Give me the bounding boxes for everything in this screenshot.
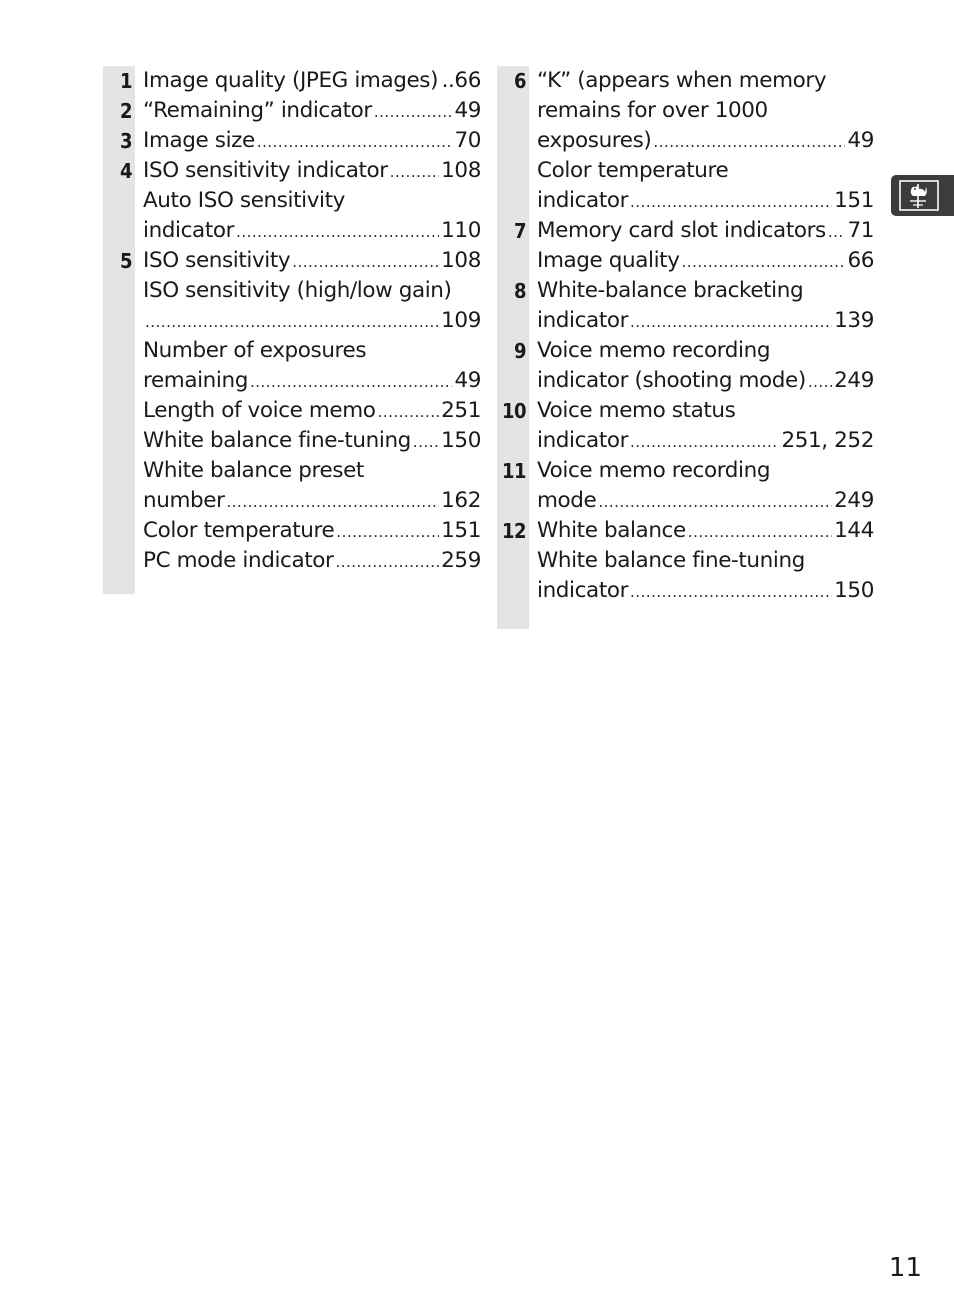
callout-number: 7 xyxy=(513,219,526,243)
callout-number: 12 xyxy=(501,519,526,543)
entry-label: remains for over 1000 xyxy=(537,98,768,123)
page-reference: 151 xyxy=(441,518,481,543)
dot-leader xyxy=(378,397,440,426)
callout-entry xyxy=(497,216,874,276)
index-line xyxy=(537,306,874,336)
page-reference: 108 xyxy=(441,248,481,273)
dot-leader xyxy=(257,127,453,156)
dot-leader xyxy=(292,247,439,276)
callout-entry xyxy=(103,96,481,126)
index-line xyxy=(537,426,874,456)
entry-label: Voice memo recording xyxy=(537,458,771,483)
index-line xyxy=(143,126,481,156)
page-reference: 71 xyxy=(847,218,874,243)
dot-leader xyxy=(413,427,439,456)
page-reference: 49 xyxy=(847,128,874,153)
page-reference: ..66 xyxy=(441,68,481,93)
page-number: 11 xyxy=(888,1253,922,1283)
page-reference: 249 xyxy=(834,368,874,393)
entry-label: PC mode indicator xyxy=(143,548,334,573)
index-line xyxy=(537,576,874,606)
callout-list-right xyxy=(497,66,874,606)
index-line xyxy=(537,216,874,246)
page-reference: 49 xyxy=(454,98,481,123)
entry-label: White balance preset xyxy=(143,458,364,483)
callout-entry xyxy=(103,246,481,576)
entry-label: Number of exposures xyxy=(143,338,367,363)
entry-label: Image quality xyxy=(537,248,680,273)
entry-label: remaining xyxy=(143,368,248,393)
entry-label: indicator (shooting mode) xyxy=(537,368,806,393)
right-column xyxy=(497,66,874,606)
entry-label: indicator xyxy=(537,428,629,453)
page-reference: 144 xyxy=(834,518,874,543)
entry-label: Voice memo recording xyxy=(537,338,771,363)
page-reference: 150 xyxy=(441,428,481,453)
entry-label: mode xyxy=(537,488,597,513)
callout-number: 10 xyxy=(501,399,526,423)
entry-label: White balance fine-tuning xyxy=(143,428,411,453)
callout-number: 3 xyxy=(119,129,132,153)
page-reference: 139 xyxy=(834,308,874,333)
index-line xyxy=(537,486,874,516)
dot-leader xyxy=(250,367,452,396)
callout-entry xyxy=(497,336,874,396)
page-reference: 259 xyxy=(441,548,481,573)
entry-label: Auto ISO sensitivity xyxy=(143,188,345,213)
index-line xyxy=(143,486,481,516)
callout-entry xyxy=(103,66,481,96)
callout-number: 6 xyxy=(513,69,526,93)
page-reference: 66 xyxy=(847,248,874,273)
page-reference: 162 xyxy=(441,488,481,513)
entry-label: White balance fine-tuning xyxy=(537,548,805,573)
dot-leader xyxy=(630,427,779,456)
dot-leader xyxy=(236,217,439,246)
section-tab xyxy=(891,175,954,216)
page-reference: 108 xyxy=(441,158,481,183)
callout-number: 9 xyxy=(513,339,526,363)
entry-label: “Remaining” indicator xyxy=(143,98,372,123)
entry-label: Image quality (JPEG images) xyxy=(143,68,439,93)
page-reference: 49 xyxy=(454,368,481,393)
callout-number: 2 xyxy=(119,99,132,123)
dot-leader xyxy=(682,247,846,276)
index-line xyxy=(537,186,874,216)
entry-label: Color temperature xyxy=(143,518,335,543)
dot-leader xyxy=(335,547,439,576)
page-reference: 251 xyxy=(441,398,481,423)
callout-entry xyxy=(497,456,874,516)
callout-entry xyxy=(103,126,481,156)
entry-label: ISO sensitivity xyxy=(143,248,291,273)
index-line xyxy=(143,66,481,96)
dot-leader xyxy=(630,187,832,216)
callout-number: 11 xyxy=(501,459,526,483)
index-line xyxy=(143,306,481,336)
index-line xyxy=(143,156,481,186)
page-reference: 110 xyxy=(441,218,481,243)
entry-label: indicator xyxy=(537,188,629,213)
entry-label: indicator xyxy=(143,218,235,243)
entry-label: Length of voice memo xyxy=(143,398,376,423)
index-line xyxy=(143,246,481,276)
callout-entry xyxy=(497,396,874,456)
entry-label: number xyxy=(143,488,225,513)
entry-label: ISO sensitivity indicator xyxy=(143,158,388,183)
callout-number: 4 xyxy=(119,159,132,183)
entry-label: White balance xyxy=(537,518,686,543)
page-reference: 249 xyxy=(834,488,874,513)
index-line xyxy=(537,366,874,396)
left-column xyxy=(103,66,481,576)
index-line xyxy=(143,426,481,456)
entry-label: ISO sensitivity (high/low gain) xyxy=(143,278,452,303)
page-reference: 109 xyxy=(441,308,481,333)
dot-leader xyxy=(145,307,439,336)
callout-list-left xyxy=(103,66,481,576)
callout-entry xyxy=(497,66,874,216)
entry-label: “K” (appears when memory xyxy=(537,68,827,93)
entry-label: indicator xyxy=(537,308,629,333)
callout-number: 8 xyxy=(513,279,526,303)
weathervane-icon xyxy=(899,180,939,211)
entry-label: exposures) xyxy=(537,128,652,153)
dot-leader xyxy=(227,487,440,516)
callout-entry xyxy=(497,516,874,606)
index-line xyxy=(143,216,481,246)
entry-label: Memory card slot indicators xyxy=(537,218,826,243)
index-line xyxy=(537,126,874,156)
index-line xyxy=(143,366,481,396)
callout-entry xyxy=(103,156,481,246)
index-line xyxy=(537,246,874,276)
dot-leader xyxy=(630,577,832,606)
dot-leader xyxy=(630,307,832,336)
callout-number: 1 xyxy=(119,69,132,93)
dot-leader xyxy=(688,517,832,546)
dot-leader xyxy=(390,157,439,186)
dot-leader xyxy=(828,217,846,246)
entry-label: White-balance bracketing xyxy=(537,278,804,303)
entry-label: Color temperature xyxy=(537,158,729,183)
index-line xyxy=(143,546,481,576)
dot-leader xyxy=(808,367,832,396)
page-reference: 70 xyxy=(454,128,481,153)
dot-leader xyxy=(653,127,845,156)
callout-number: 5 xyxy=(119,249,132,273)
entry-label: Voice memo status xyxy=(537,398,736,423)
index-line xyxy=(537,516,874,546)
callout-entry xyxy=(497,276,874,336)
dot-leader xyxy=(374,97,453,126)
entry-label: indicator xyxy=(537,578,629,603)
page-reference: 150 xyxy=(834,578,874,603)
index-line xyxy=(143,396,481,426)
dot-leader xyxy=(336,517,439,546)
page-reference: 251, 252 xyxy=(781,428,874,453)
dot-leader xyxy=(598,487,832,516)
index-line xyxy=(143,96,481,126)
page-reference: 151 xyxy=(834,188,874,213)
index-line xyxy=(143,516,481,546)
entry-label: Image size xyxy=(143,128,255,153)
